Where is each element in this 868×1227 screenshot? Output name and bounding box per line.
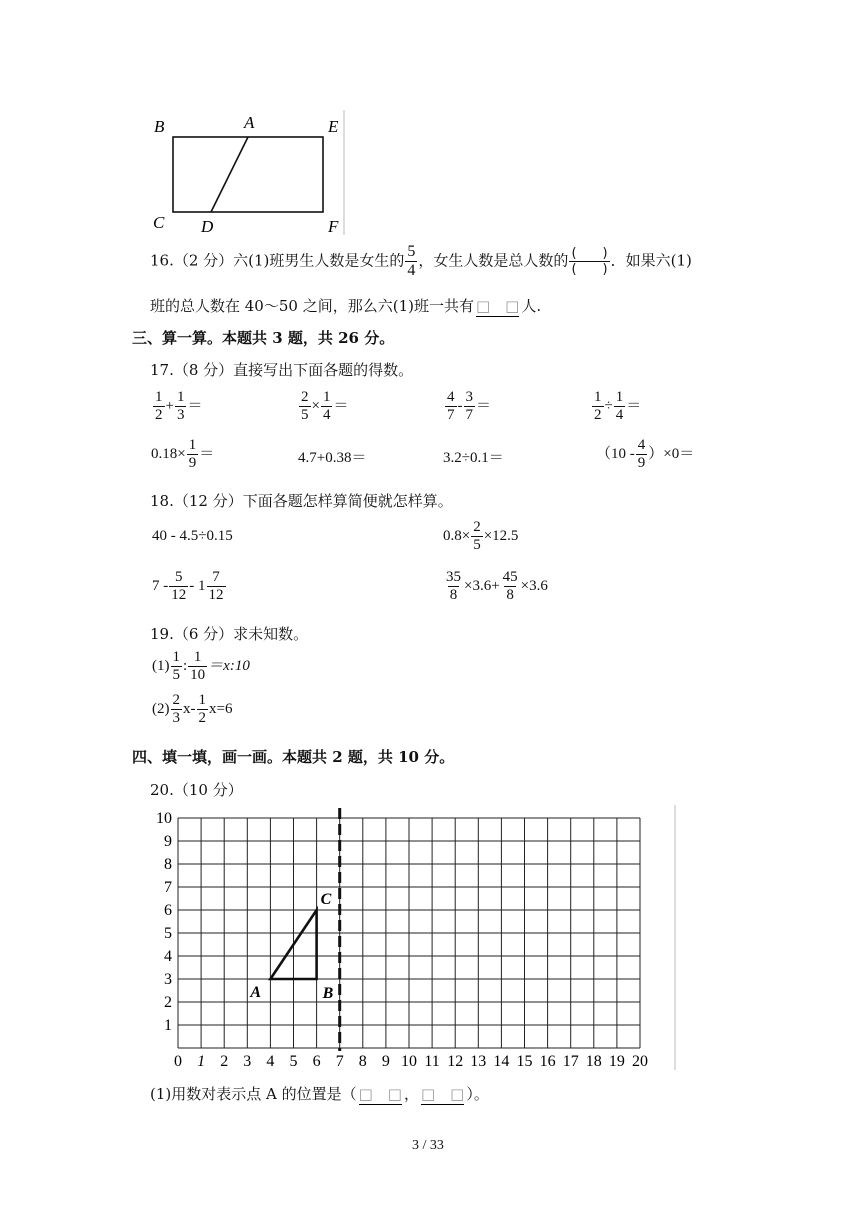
q19-expr-1: (1) $\frac{1}{5}$ : $\frac{1}{10}$ ＝x:10 (152, 649, 250, 683)
label-a: A (244, 113, 255, 132)
x-tick-label: 8 (358, 1053, 367, 1070)
point-a-x-blank[interactable]: □ □ (358, 1085, 402, 1103)
section-4-title: 四、填一填，画一画。本题共 2 题，共 10 分。 (132, 748, 455, 766)
rectangle-figure (148, 110, 348, 235)
point-a-y-blank[interactable]: □ □ (421, 1085, 465, 1103)
label-f: F (328, 217, 339, 235)
q20-title: 20.（10 分） (150, 781, 243, 799)
q16-answer-blank[interactable]: □ □ (475, 297, 520, 315)
q16-suffix: ．如果六(1) (610, 251, 692, 270)
page-number: 3 / 33 (412, 1138, 444, 1153)
label-d: D (201, 217, 214, 235)
x-tick-label: 10 (401, 1053, 417, 1070)
point-label-c: C (320, 891, 332, 908)
x-tick-label: 19 (608, 1053, 625, 1070)
q20-sub1 (150, 1083, 489, 1105)
q17-expr-5: 0.18× $\frac{1}{9}$ ＝ (151, 437, 215, 471)
label-e: E (328, 117, 339, 136)
q17-expr-1: $\frac{1}{2}$ + $\frac{1}{3}$ ＝ (155, 389, 203, 423)
y-tick-label: 4 (164, 948, 172, 965)
x-tick-label: 7 (335, 1053, 344, 1070)
q17-expr-4: $\frac{1}{2}$ ÷ $\frac{1}{4}$ ＝ (594, 389, 642, 423)
x-tick-label: 3 (243, 1053, 252, 1070)
y-tick-label: 5 (164, 925, 172, 942)
y-tick-label: 2 (164, 994, 172, 1011)
q16-mid: ，女生人数是总人数的 (418, 251, 569, 270)
x-tick-label: 17 (562, 1053, 579, 1070)
q18-title: 18.（12 分）下面各题怎样算简便就怎样算。 (150, 492, 453, 510)
q20-sub1-end: ）。 (466, 1085, 489, 1103)
y-tick-label: 8 (164, 856, 172, 873)
x-tick-label: 16 (539, 1053, 556, 1070)
q18-expr-2: 0.8× $\frac{2}{5}$ ×12.5 (443, 519, 519, 553)
point-label-a: A (250, 984, 262, 1001)
q17-expr-6: 4.7+0.38＝ (298, 450, 367, 466)
y-tick-label: 6 (164, 902, 172, 919)
q18-expr-3: 7 - $\frac{5}{12}$ - 1 $\frac{7}{12}$ (152, 569, 224, 603)
q17-expr-8: （10 - $\frac{4}{9}$ ）×0＝ (596, 437, 695, 471)
label-c: C (153, 213, 165, 232)
x-tick-label: 13 (470, 1053, 487, 1070)
q20-sub1-text: (1)用数对表示点 A 的位置是（ (150, 1085, 357, 1103)
x-tick-label: 2 (220, 1053, 229, 1070)
x-tick-label: 12 (447, 1053, 464, 1070)
coordinate-grid (140, 805, 680, 1075)
y-tick-label: 3 (164, 971, 172, 988)
x-tick-label: 15 (516, 1053, 533, 1070)
q19-title: 19.（6 分）求未知数。 (150, 625, 309, 643)
q16-line2 (150, 295, 541, 317)
section-3-title: 三、算一算。本题共 3 题，共 26 分。 (132, 329, 395, 347)
point-label-b: B (322, 985, 334, 1002)
x-tick-label: 5 (289, 1053, 298, 1070)
x-tick-label: 0 (174, 1053, 182, 1070)
q18-expr-1: 40 - 4.5÷0.15 (152, 528, 233, 544)
y-tick-label: 9 (164, 833, 172, 850)
x-tick-label: 14 (493, 1053, 510, 1070)
x-tick-label: 11 (424, 1053, 440, 1070)
x-tick-label: 9 (381, 1053, 390, 1070)
q17-expr-2: $\frac{2}{5}$ × $\frac{1}{4}$ ＝ (301, 389, 349, 423)
y-tick-label: 1 (164, 1017, 172, 1034)
q18-expr-4: $\frac{35}{8}$ ×3.6+ $\frac{45}{8}$ ×3.6 (446, 569, 548, 603)
q16-fraction: $\frac{5}{4}$ (407, 243, 416, 279)
x-tick-label: 6 (312, 1053, 321, 1070)
x-tick-label: 4 (266, 1053, 275, 1070)
q19-expr-2: (2) $\frac{2}{3}$ x- $\frac{1}{2}$ x=6 (152, 692, 233, 726)
y-tick-label: 7 (164, 879, 172, 896)
q16-line1 (150, 244, 692, 279)
y-tick-label: 10 (156, 810, 172, 827)
x-tick-label: 1 (197, 1053, 206, 1070)
q16-blank-fraction[interactable]: $\frac{( )}{( )}$ (571, 246, 608, 277)
q16-prefix: 16.（2 分）六(1)班男生人数是女生的 (150, 251, 405, 270)
q16-line2-text: 班的总人数在 40～50 之间，那么六(1)班一共有 (150, 297, 474, 315)
x-tick-label: 18 (585, 1053, 602, 1070)
q17-expr-7: 3.2÷0.1＝ (443, 450, 504, 466)
x-tick-label: 20 (632, 1053, 648, 1070)
q20-sub1-comma: ， (403, 1085, 419, 1103)
label-b: B (154, 117, 165, 136)
q17-title: 17.（8 分）直接写出下面各题的得数。 (150, 361, 414, 379)
q17-expr-3: $\frac{4}{7}$ - $\frac{3}{7}$ ＝ (447, 389, 492, 423)
q16-line2-end: 人. (521, 297, 542, 315)
